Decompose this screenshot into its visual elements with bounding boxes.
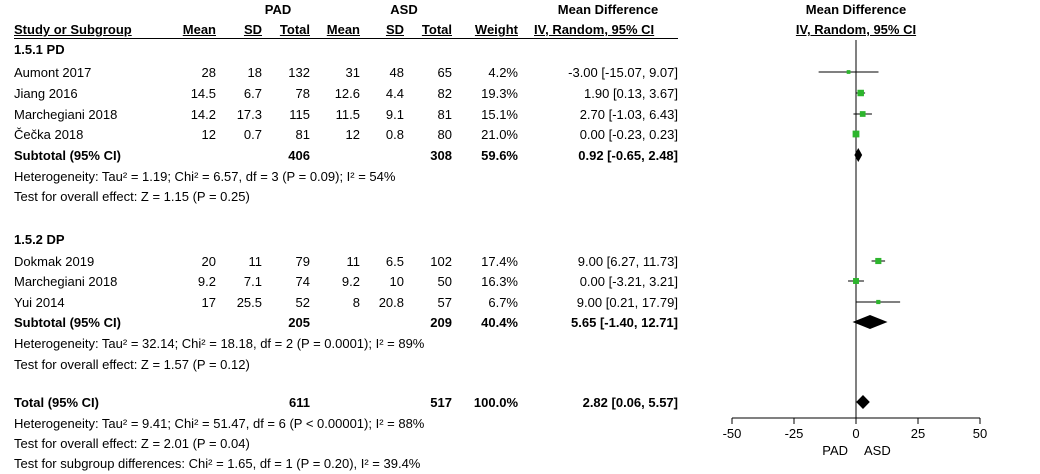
x-tick-label: 25	[910, 426, 926, 441]
subtotal-diamond	[853, 315, 888, 329]
weight: 21.0%	[481, 127, 518, 142]
study-name: Dokmak 2019	[14, 254, 95, 269]
pad-total: 132	[288, 65, 310, 80]
study-name: Jiang 2016	[14, 86, 78, 101]
favours-right-label: ASD	[864, 443, 891, 458]
pad-mean: 12	[201, 127, 216, 142]
effect-plot-header: Mean Difference	[805, 2, 907, 17]
ci-text: -3.00 [-15.07, 9.07]	[568, 65, 678, 80]
plot-method-header: IV, Random, 95% CI	[795, 22, 917, 37]
effect-square	[853, 131, 860, 138]
asd-total: 81	[437, 107, 452, 122]
pad-sd: 17.3	[236, 107, 262, 122]
asd-mean: 31	[345, 65, 360, 80]
pad-total: 115	[289, 107, 310, 122]
pad-mean: 28	[201, 65, 216, 80]
asd-sd: 20.8	[378, 295, 404, 310]
pad-mean: 9.2	[197, 274, 216, 289]
asd-mean: 12.6	[334, 86, 360, 101]
weight: 6.7%	[488, 295, 518, 310]
pad-total: 79	[295, 254, 310, 269]
col-header-pad-sd: SD	[243, 22, 262, 37]
asd-total: 80	[437, 127, 452, 142]
subtotal-weight: 59.6%	[481, 148, 518, 163]
asd-mean: 12	[345, 127, 360, 142]
total-weight: 100.0%	[473, 395, 518, 410]
asd-sd: 48	[389, 65, 404, 80]
subgroup-label: 1.5.1 PD	[14, 42, 65, 57]
ci-text: 0.00 [-0.23, 0.23]	[579, 127, 678, 142]
ci-text: 1.90 [0.13, 3.67]	[584, 86, 678, 101]
effect-square	[876, 300, 880, 304]
col-header-study: Study or Subgroup	[14, 22, 132, 37]
total-label: Total (95% CI)	[14, 395, 99, 410]
pad-mean: 14.5	[190, 86, 216, 101]
effect-text-header: Mean Difference	[557, 2, 659, 17]
asd-sd: 9.1	[385, 107, 404, 122]
x-tick-label: 50	[972, 426, 988, 441]
pad-mean: 14.2	[190, 107, 216, 122]
x-tick-label: -25	[784, 426, 804, 441]
weight: 4.2%	[488, 65, 518, 80]
pad-sd: 6.7	[243, 86, 262, 101]
weight: 17.4%	[481, 254, 518, 269]
favours-left-label: PAD	[822, 443, 848, 458]
total-asd-total: 517	[430, 395, 452, 410]
effect-square	[875, 258, 881, 264]
asd-group-header: ASD	[390, 2, 418, 17]
subtotal-weight: 40.4%	[481, 315, 518, 330]
col-header-weight: Weight	[474, 22, 518, 37]
study-name: Yui 2014	[14, 295, 65, 310]
total-overall-effect-text: Test for overall effect: Z = 2.01 (P = 0.04)	[14, 436, 250, 451]
pad-group-header: PAD	[264, 2, 292, 17]
asd-total: 102	[430, 254, 452, 269]
asd-mean: 9.2	[341, 274, 360, 289]
total-pad-total: 611	[289, 395, 310, 410]
pad-mean: 17	[201, 295, 216, 310]
pad-mean: 20	[201, 254, 216, 269]
ci-text: 9.00 [6.27, 11.73]	[577, 254, 678, 269]
ci-text: 2.70 [-1.03, 6.43]	[579, 107, 678, 122]
pad-total: 74	[295, 274, 310, 289]
subtotal-ci-text: 0.92 [-0.65, 2.48]	[578, 148, 678, 163]
col-header-pad-total: Total	[279, 22, 310, 37]
asd-mean: 11.5	[335, 107, 360, 122]
ci-text: 9.00 [0.21, 17.79]	[576, 295, 678, 310]
heterogeneity-text: Heterogeneity: Tau² = 1.19; Chi² = 6.57, df = 3 (P = 0.09); I² = 54%	[14, 169, 396, 184]
pad-sd: 0.7	[243, 127, 262, 142]
col-header-asd-total: Total	[421, 22, 452, 37]
effect-square	[847, 70, 851, 74]
x-tick-label: 0	[852, 426, 860, 441]
weight: 15.1%	[481, 107, 518, 122]
overall-effect-text: Test for overall effect: Z = 1.15 (P = 0.25)	[14, 189, 250, 204]
asd-mean: 11	[346, 254, 360, 269]
x-tick-label: -50	[722, 426, 742, 441]
col-header-ci: IV, Random, 95% CI	[534, 22, 655, 37]
subtotal-asd-total: 209	[430, 315, 452, 330]
pad-sd: 25.5	[236, 295, 262, 310]
overall-effect-text: Test for overall effect: Z = 1.57 (P = 0.12)	[14, 357, 250, 372]
study-name: Čečka 2018	[14, 127, 84, 142]
total-heterogeneity-text: Heterogeneity: Tau² = 9.41; Chi² = 51.47, df = 6 (P < 0.00001); I² = 88%	[14, 416, 425, 431]
pad-total: 52	[295, 295, 310, 310]
subtotal-ci-text: 5.65 [-1.40, 12.71]	[571, 315, 678, 330]
asd-sd: 0.8	[385, 127, 404, 142]
asd-total: 65	[437, 65, 452, 80]
header-rule	[14, 38, 678, 39]
study-name: Aumont 2017	[14, 65, 92, 80]
pad-sd: 18	[247, 65, 262, 80]
effect-square	[853, 278, 859, 284]
asd-sd: 10	[389, 274, 404, 289]
weight: 19.3%	[481, 86, 518, 101]
heterogeneity-text: Heterogeneity: Tau² = 32.14; Chi² = 18.18, df = 2 (P = 0.0001); I² = 89%	[14, 336, 425, 351]
subtotal-pad-total: 205	[288, 315, 310, 330]
asd-sd: 4.4	[385, 86, 404, 101]
asd-mean: 8	[352, 295, 360, 310]
subtotal-asd-total: 308	[430, 148, 452, 163]
pad-total: 81	[295, 127, 310, 142]
total-diamond	[856, 395, 870, 409]
subtotal-label: Subtotal (95% CI)	[14, 148, 121, 163]
study-name: Marchegiani 2018	[14, 274, 118, 289]
asd-total: 57	[437, 295, 452, 310]
effect-square	[857, 90, 863, 96]
col-header-pad-mean: Mean	[182, 22, 216, 37]
subgroup-label: 1.5.2 DP	[14, 232, 65, 247]
asd-total: 82	[437, 86, 452, 101]
col-header-asd-mean: Mean	[326, 22, 360, 37]
ci-text: 0.00 [-3.21, 3.21]	[579, 274, 678, 289]
pad-sd: 7.1	[243, 274, 262, 289]
col-header-asd-sd: SD	[385, 22, 404, 37]
weight: 16.3%	[481, 274, 518, 289]
subgroup-differences-text: Test for subgroup differences: Chi² = 1.65, df = 1 (P = 0.20), I² = 39.4%	[14, 456, 421, 471]
asd-total: 50	[437, 274, 452, 289]
total-ci-text: 2.82 [0.06, 5.57]	[582, 395, 678, 410]
subtotal-pad-total: 406	[288, 148, 310, 163]
asd-sd: 6.5	[385, 254, 404, 269]
pad-sd: 11	[248, 254, 262, 269]
subtotal-label: Subtotal (95% CI)	[14, 315, 121, 330]
effect-square	[860, 111, 866, 117]
pad-total: 78	[295, 86, 310, 101]
study-name: Marchegiani 2018	[14, 107, 118, 122]
